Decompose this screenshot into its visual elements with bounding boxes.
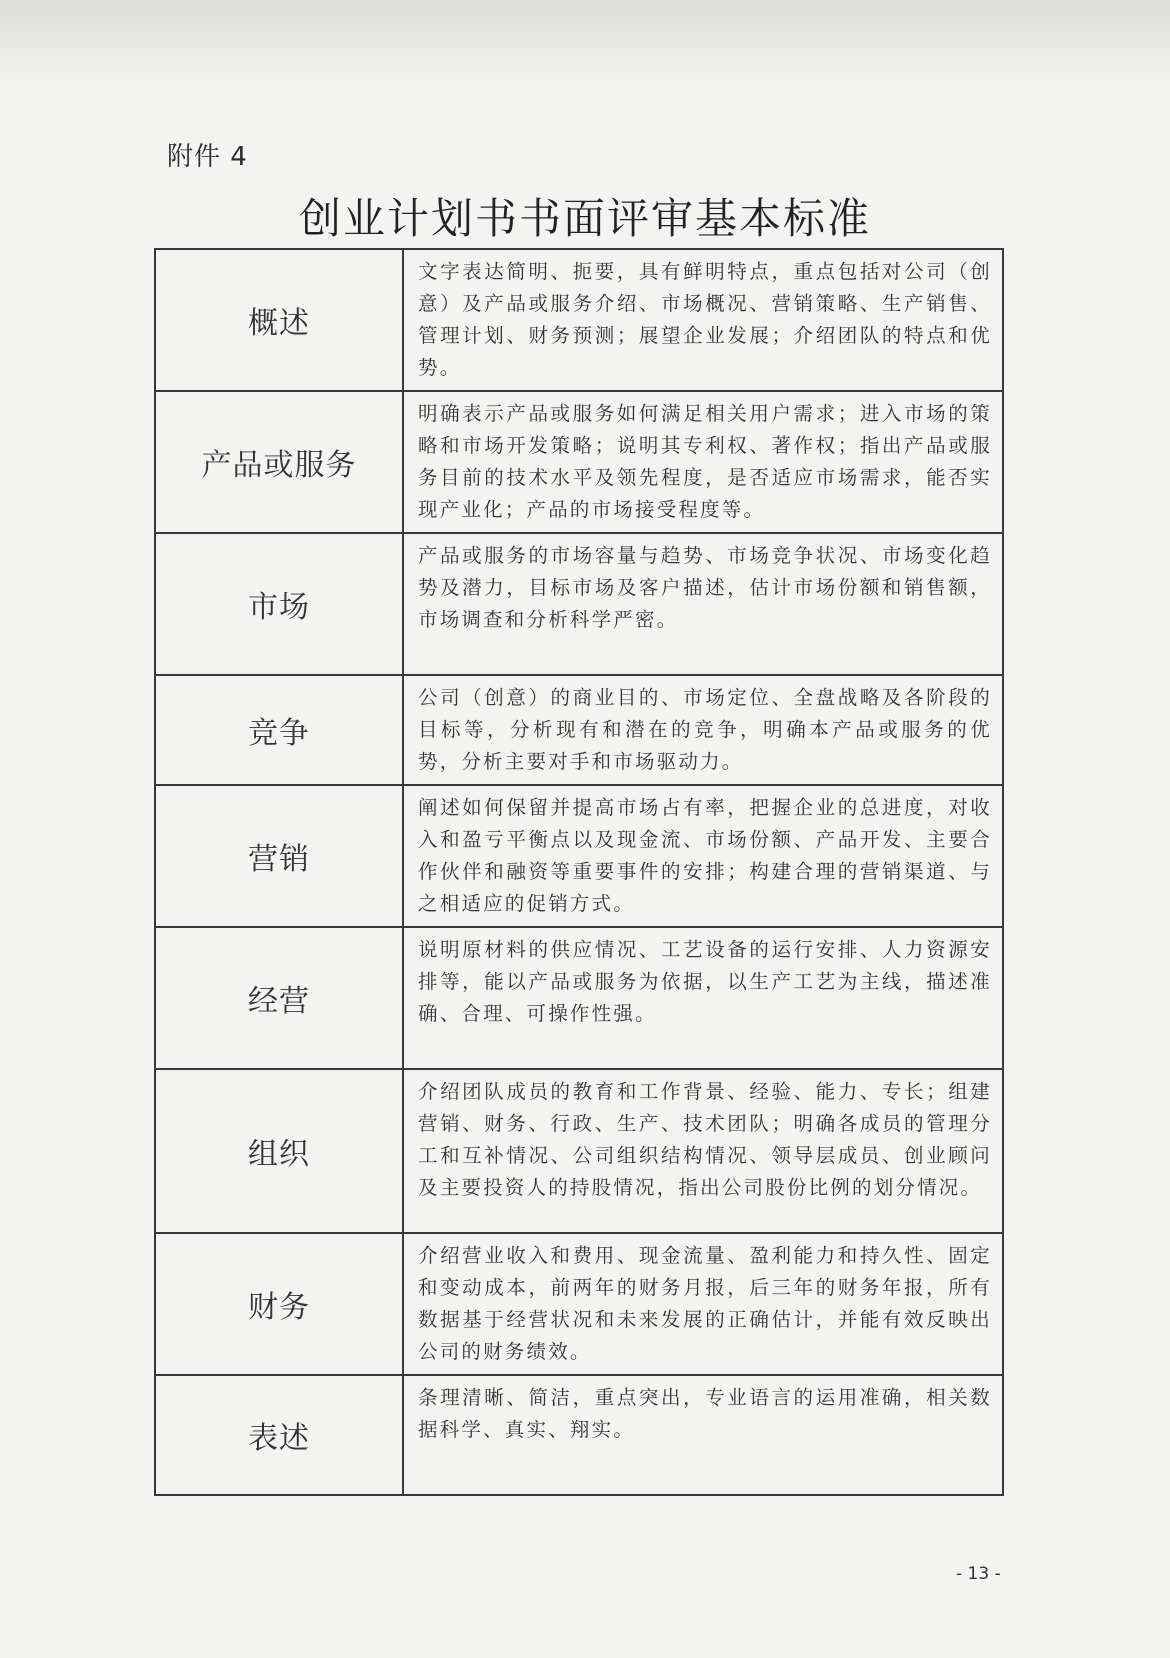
table-row [155,675,1003,785]
table-row [155,249,1003,391]
category-cell: 竞争 [155,675,403,785]
table-row [155,533,1003,675]
description-cell: 介绍营业收入和费用、现金流量、盈利能力和持久性、固定和变动成本，前两年的财务月报，后三年的财务年报，所有数据基于经营状况和未来发展的正确估计，并能有效反映出公司的财务绩效。 [403,1233,1003,1375]
description-cell: 公司（创意）的商业目的、市场定位、全盘战略及各阶段的目标等，分析现有和潜在的竞争，明确本产品或服务的优势，分析主要对手和市场驱动力。 [403,675,1003,785]
table-row [155,391,1003,533]
description-cell: 条理清晰、简洁，重点突出，专业语言的运用准确，相关数据科学、真实、翔实。 [403,1375,1003,1495]
category-cell: 组织 [155,1069,403,1233]
description-cell: 说明原材料的供应情况、工艺设备的运行安排、人力资源安排等，能以产品或服务为依据，以生产工艺为主线，描述准确、合理、可操作性强。 [403,927,1003,1069]
description-cell: 文字表达简明、扼要，具有鲜明特点，重点包括对公司（创意）及产品或服务介绍、市场概况、营销策略、生产销售、管理计划、财务预测；展望企业发展；介绍团队的特点和优势。 [403,249,1003,391]
document-title: 创业计划书书面评审基本标准 [298,194,871,243]
category-cell: 市场 [155,533,403,675]
category-cell: 营销 [155,785,403,927]
scan-smudge [0,0,1170,90]
table-row [155,927,1003,1069]
description-cell: 介绍团队成员的教育和工作背景、经验、能力、专长；组建营销、财务、行政、生产、技术团队；明确各成员的管理分工和互补情况、公司组织结构情况、领导层成员、创业顾问及主要投资人的持股情况，指出公司股份比例的划分情况。 [403,1069,1003,1233]
description-cell: 产品或服务的市场容量与趋势、市场竞争状况、市场变化趋势及潜力，目标市场及客户描述，估计市场份额和销售额，市场调查和分析科学严密。 [403,533,1003,675]
description-cell: 明确表示产品或服务如何满足相关用户需求；进入市场的策略和市场开发策略；说明其专利权、著作权；指出产品或服务目前的技术水平及领先程度，是否适应市场需求，能否实现产业化；产品的市场接受程度等。 [403,391,1003,533]
description-cell: 阐述如何保留并提高市场占有率，把握企业的总进度，对收入和盈亏平衡点以及现金流、市场份额、产品开发、主要合作伙伴和融资等重要事件的安排；构建合理的营销渠道、与之相适应的促销方式。 [403,785,1003,927]
category-cell: 概述 [155,249,403,391]
category-cell: 财务 [155,1233,403,1375]
table-row [155,785,1003,927]
table-row [155,1069,1003,1233]
table-row [155,1375,1003,1495]
table-row [155,1233,1003,1375]
attachment-label: 附件 4 [167,142,248,172]
criteria-table [154,248,1004,1496]
category-cell: 产品或服务 [155,391,403,533]
page-number: - 13 - [956,1564,1001,1584]
category-cell: 经营 [155,927,403,1069]
category-cell: 表述 [155,1375,403,1495]
